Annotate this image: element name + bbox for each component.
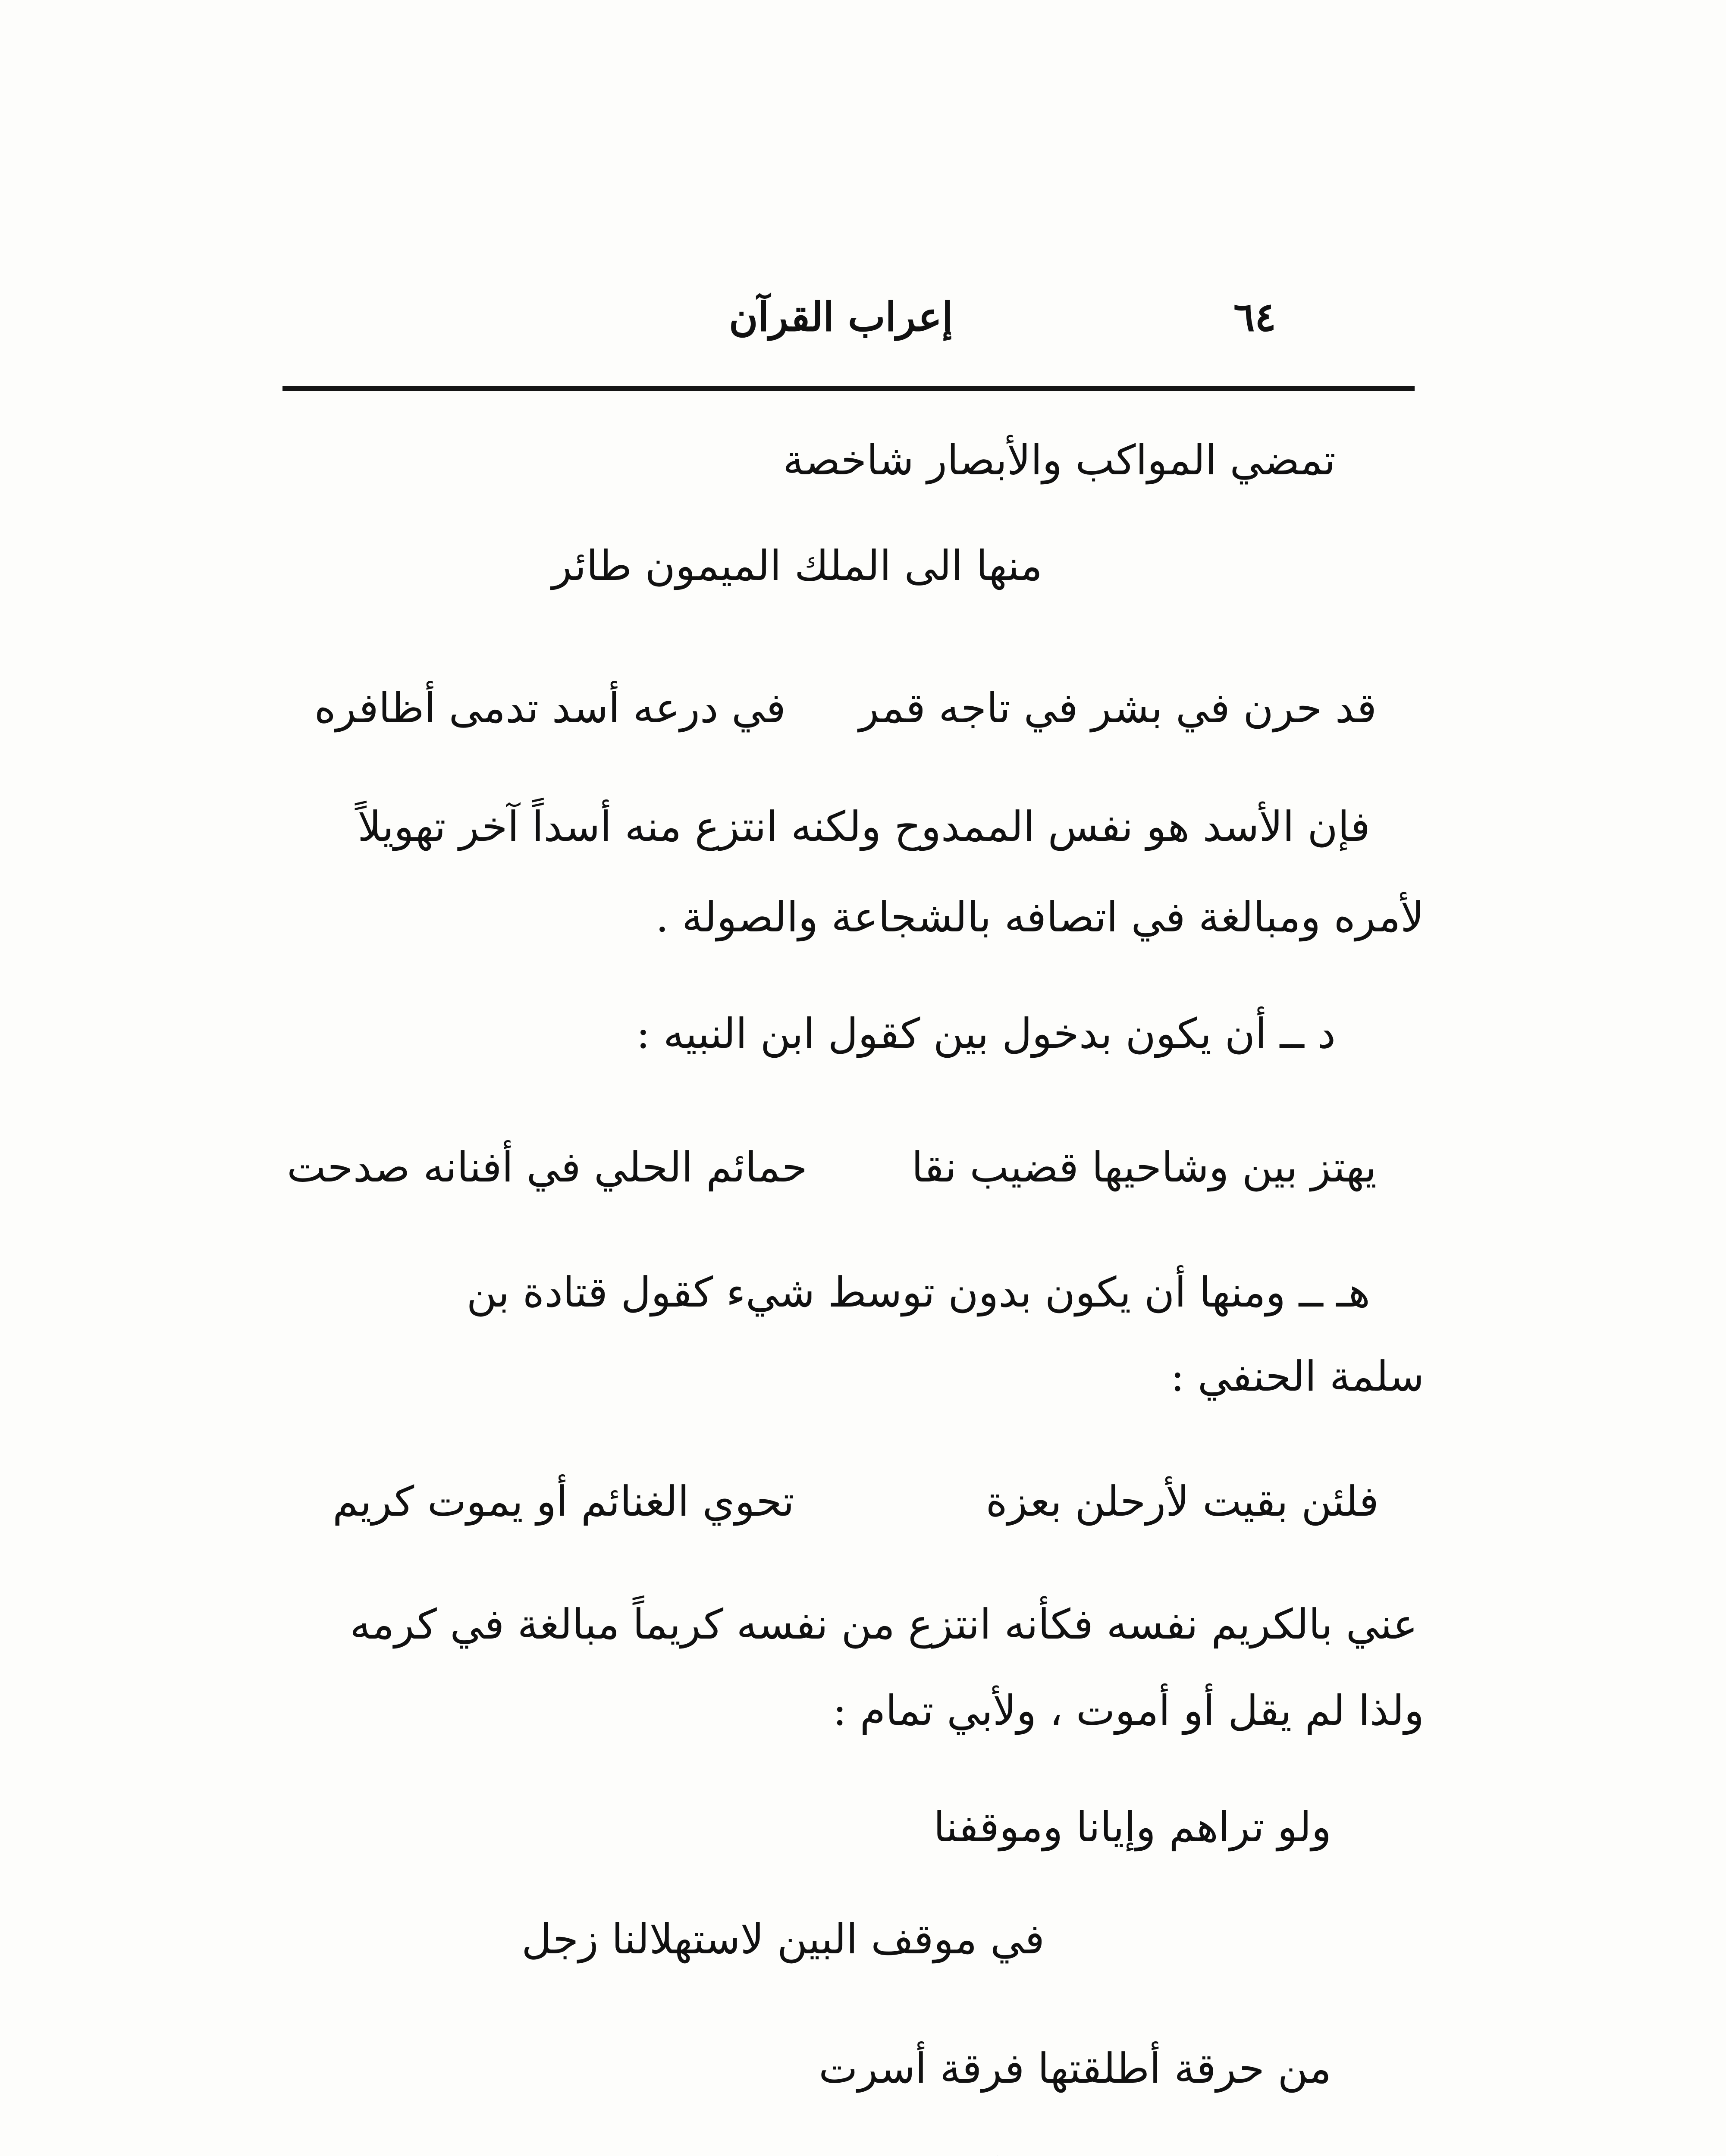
paragraph-line: سلمة الحنفي :	[1171, 1352, 1424, 1401]
paragraph-line: فإن الأسد هو نفس الممدوح ولكنه انتزع منه أسداً آخر تهويلاً	[358, 802, 1370, 851]
verse-line: ولو تراهم وإيانا وموقفنا	[933, 1803, 1331, 1851]
verse-line: في موقف البين لاستهلالنا زجل	[521, 1915, 1045, 1963]
page-number: ٦٤	[1233, 294, 1276, 340]
verse-line: من حرقة أطلقتها فرقة أسرت	[819, 2044, 1331, 2093]
verse-line: تمضي المواكب والأبصار شاخصة	[783, 436, 1336, 484]
header-rule	[282, 386, 1415, 391]
book-title: إعراب القرآن	[729, 294, 953, 340]
verse-hemistich: تحوي الغنائم أو يموت كريم	[332, 1477, 794, 1526]
verse-hemistich: فلئن بقيت لأرحلن بعزة	[985, 1477, 1379, 1526]
verse-hemistich: حمائم الحلي في أفنانه صدحت	[287, 1143, 807, 1191]
paragraph-line: لأمره ومبالغة في اتصافه بالشجاعة والصولة .	[656, 893, 1424, 941]
paragraph-line: هـ ــ ومنها أن يكون بدون توسط شيء كقول قتادة بن	[466, 1268, 1370, 1316]
verse-hemistich: في درعه أسد تدمى أظافره	[314, 684, 786, 732]
verse-hemistich: يهتز بين وشاحيها قضيب نقا	[911, 1143, 1377, 1191]
paragraph-line: د ــ أن يكون بدخول بين كقول ابن النبيه :	[636, 1009, 1336, 1058]
verse-line: منها الى الملك الميمون طائر	[552, 542, 1042, 590]
paragraph-line: ولذا لم يقل أو أموت ، ولأبي تمام :	[832, 1686, 1424, 1735]
paragraph-line: عني بالكريم نفسه فكأنه انتزع من نفسه كريماً مبالغة في كرمه	[350, 1600, 1418, 1648]
verse-hemistich: قد حرن في بشر في تاجه قمر	[859, 684, 1377, 732]
